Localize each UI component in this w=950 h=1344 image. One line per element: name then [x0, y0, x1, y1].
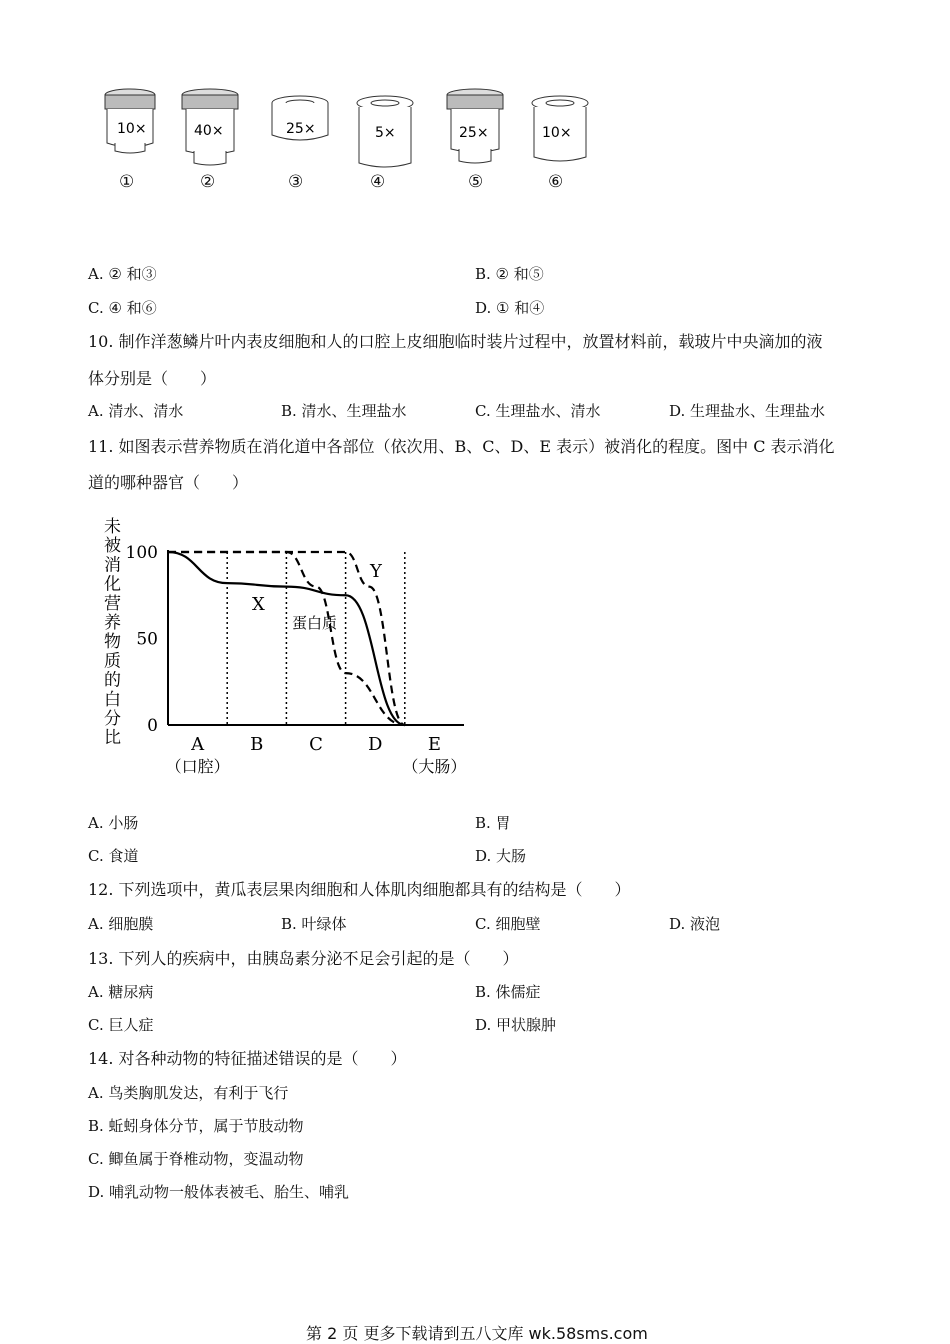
q11-stem-line2: 道的哪种器官（ ） [88, 473, 249, 492]
q10-stem-line2: 体分别是（ ） [88, 369, 217, 388]
q11-option-b[interactable]: B. 胃 [475, 814, 511, 832]
ylabel-char: 白 [104, 689, 121, 710]
q10-stem-line1: 10. 制作洋葱鳞片叶内表皮细胞和人的口腔上皮细胞临时装片过程中，放置材料前，载玻片中央滴加的液 [88, 332, 823, 351]
ylabel-char: 的 [104, 670, 121, 691]
lens-1 [105, 89, 155, 153]
ylabel-char: 分 [104, 709, 121, 729]
q10-option-c[interactable]: C. 生理盐水、清水 [475, 402, 601, 420]
q12-stem: 12. 下列选项中，黄瓜表层果肉细胞和人体肌肉细胞都具有的结构是（ ） [88, 880, 631, 899]
q14-option-d[interactable]: D. 哺乳动物一般体表被毛、胎生、哺乳 [88, 1183, 350, 1201]
q9-option-b[interactable]: B. ② 和⑤ [475, 265, 544, 283]
q13-option-d[interactable]: D. 甲状腺肿 [475, 1016, 557, 1034]
q9-option-c[interactable]: C. ④ 和⑥ [88, 299, 157, 317]
q11-option-d[interactable]: D. 大肠 [475, 847, 527, 865]
ylabel-char: 质 [104, 651, 121, 672]
ylabel-char: 比 [104, 728, 121, 749]
x-category-sublabel: （口腔） [165, 757, 230, 776]
q12-option-d[interactable]: D. 液泡 [669, 915, 721, 933]
y-axis-label [104, 517, 121, 748]
lens-num-4: ④ [370, 172, 386, 192]
ylabel-char: 被 [104, 536, 121, 557]
lens-num-1: ① [119, 172, 135, 192]
ylabel-char: 物 [104, 632, 121, 653]
q14-option-c[interactable]: C. 鲫鱼属于脊椎动物，变温动物 [88, 1150, 304, 1168]
q13-option-a[interactable]: A. 糖尿病 [88, 983, 154, 1001]
ylabel-char: 化 [104, 574, 121, 595]
q14-stem: 14. 对各种动物的特征描述错误的是（ ） [88, 1049, 407, 1068]
lens-4-mag: 5× [375, 125, 396, 141]
ylabel-char: 养 [104, 613, 121, 633]
y-axis-ticks [126, 543, 158, 736]
lens-4 [357, 96, 413, 167]
lens-2 [182, 89, 238, 165]
q13-option-b[interactable]: B. 侏儒症 [475, 983, 541, 1001]
q9-option-d[interactable]: D. ① 和④ [475, 299, 545, 317]
lens-figure [95, 85, 605, 200]
q10-option-b[interactable]: B. 清水、生理盐水 [281, 402, 407, 420]
lens-6 [532, 96, 588, 161]
lens-3-mag: 25× [286, 121, 316, 137]
lens-5-mag: 25× [459, 125, 489, 141]
q14-option-b[interactable]: B. 蚯蚓身体分节，属于节肢动物 [88, 1117, 304, 1135]
ylabel-char: 未 [104, 517, 121, 537]
y-tick-label: 0 [147, 716, 158, 736]
ylabel-char: 消 [104, 555, 121, 576]
lens-num-2: ② [200, 172, 216, 192]
x-category-label: C [309, 734, 323, 755]
lens-1-mag: 10× [117, 121, 147, 137]
x-category-label: A [191, 734, 205, 755]
q12-option-b[interactable]: B. 叶绿体 [281, 915, 347, 933]
lens-6-mag: 10× [542, 125, 572, 141]
x-category-sublabel: （大肠） [402, 757, 467, 776]
q12-option-c[interactable]: C. 细胞壁 [475, 915, 541, 933]
lens-5 [447, 89, 503, 163]
lens-num-5: ⑤ [468, 172, 484, 192]
x-axis-categories [166, 734, 467, 776]
q9-option-a[interactable]: A. ② 和③ [88, 265, 157, 283]
y-tick-label: 100 [125, 543, 158, 563]
q11-stem-line1: 11. 如图表示营养物质在消化道中各部位（依次用、B、C、D、E 表示）被消化的程度。图中 C 表示消化 [88, 437, 835, 456]
y-tick-label: 50 [136, 629, 158, 650]
q13-option-c[interactable]: C. 巨人症 [88, 1016, 154, 1034]
lens-num-6: ⑥ [548, 172, 564, 192]
x-category-label: E [427, 734, 441, 755]
q10-option-d[interactable]: D. 生理盐水、生理盐水 [669, 402, 826, 420]
digestion-chart [90, 510, 490, 780]
q10-option-a[interactable]: A. 清水、清水 [88, 402, 184, 420]
q14-option-a[interactable]: A. 鸟类胸肌发达，有利于飞行 [88, 1084, 289, 1102]
x-category-label: B [250, 734, 264, 755]
q12-option-a[interactable]: A. 细胞膜 [88, 915, 154, 933]
series-label-protein: 蛋白质 [292, 614, 338, 632]
lens-2-mag: 40× [194, 123, 224, 139]
ylabel-char: 营 [104, 593, 121, 614]
lens-svg [95, 85, 605, 200]
series-label-x: X [252, 594, 265, 615]
q11-option-a[interactable]: A. 小肠 [88, 814, 139, 832]
q13-stem: 13. 下列人的疾病中，由胰岛素分泌不足会引起的是（ ） [88, 949, 519, 968]
x-category-label: D [367, 734, 383, 755]
lens-3 [272, 96, 328, 140]
q11-option-c[interactable]: C. 食道 [88, 847, 139, 865]
lens-num-3: ③ [288, 172, 304, 192]
series-label-y: Y [370, 561, 382, 582]
page-footer: 第 2 页 更多下载请到五八文库 wk.58sms.com [306, 1324, 648, 1343]
